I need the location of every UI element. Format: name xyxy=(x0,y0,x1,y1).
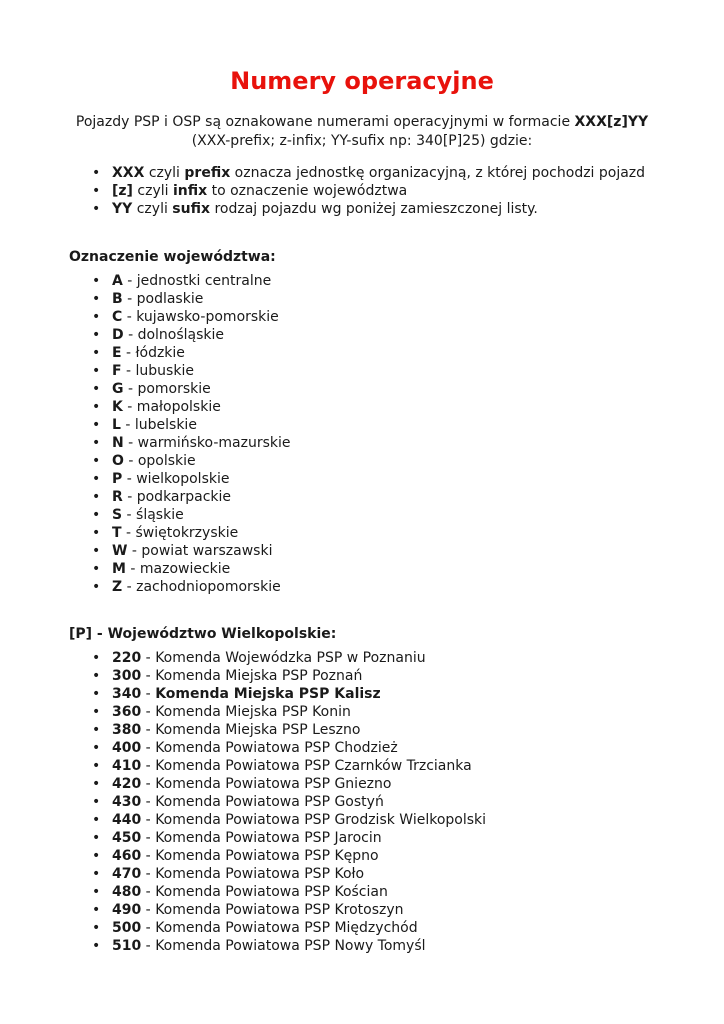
voivodeship-name: - zachodniopomorskie xyxy=(122,579,281,595)
unit-separator: - xyxy=(141,884,156,900)
bullet-icon: • xyxy=(92,489,101,505)
intro-paragraph xyxy=(40,113,684,151)
list-item xyxy=(92,937,486,955)
bullet-icon: • xyxy=(92,435,101,451)
voivodeship-name: - podkarpackie xyxy=(122,489,232,505)
list-item xyxy=(92,919,486,937)
voivodeship-name: - pomorskie xyxy=(123,381,211,397)
bullet-icon: • xyxy=(92,830,101,846)
bullet-icon: • xyxy=(92,201,101,217)
voivodeship-name: - lubelskie xyxy=(120,417,197,433)
unit-name: Komenda Powiatowa PSP Gniezno xyxy=(155,776,392,792)
bullet-icon: • xyxy=(92,345,101,361)
unit-separator: - xyxy=(141,794,156,810)
unit-separator: - xyxy=(141,812,156,828)
unit-code: 400 xyxy=(112,740,142,756)
list-item xyxy=(92,506,291,524)
unit-code: 460 xyxy=(112,848,142,864)
voivodeship-heading: Oznaczenie województwa: xyxy=(69,249,276,265)
list-item xyxy=(92,308,291,326)
unit-name: Komenda Powiatowa PSP Czarnków Trzcianka xyxy=(155,758,472,774)
unit-separator: - xyxy=(141,938,156,954)
unit-name: Komenda Miejska PSP Leszno xyxy=(155,722,361,738)
voivodeship-code: T xyxy=(112,525,122,541)
unit-name: Komenda Wojewódzka PSP w Poznaniu xyxy=(155,650,426,666)
list-item xyxy=(92,272,291,290)
list-item xyxy=(92,775,486,793)
list-item xyxy=(92,434,291,452)
bullet-icon: • xyxy=(92,722,101,738)
list-item xyxy=(92,667,486,685)
voivodeship-name: - dolnośląskie xyxy=(123,327,225,343)
bullet-icon: • xyxy=(92,165,101,181)
unit-name: Komenda Powiatowa PSP Grodzisk Wielkopolski xyxy=(155,812,487,828)
list-item xyxy=(92,883,486,901)
list-item xyxy=(92,326,291,344)
voivodeship-code: W xyxy=(112,543,128,559)
voivodeship-code: G xyxy=(112,381,124,397)
unit-name: Komenda Miejska PSP Konin xyxy=(155,704,351,720)
voivodeship-code: K xyxy=(112,399,123,415)
unit-name: Komenda Powiatowa PSP Krotoszyn xyxy=(155,902,404,918)
unit-code: 300 xyxy=(112,668,142,684)
bullet-icon: • xyxy=(92,668,101,684)
unit-code: 360 xyxy=(112,704,142,720)
list-item xyxy=(92,470,291,488)
bullet-icon: • xyxy=(92,309,101,325)
bullet-icon: • xyxy=(92,920,101,936)
bullet-icon: • xyxy=(92,291,101,307)
voivodeship-name: - małopolskie xyxy=(122,399,221,415)
unit-separator: - xyxy=(141,776,156,792)
bullet-icon: • xyxy=(92,399,101,415)
voivodeship-code: N xyxy=(112,435,124,451)
unit-code: 340 xyxy=(112,686,142,702)
voivodeship-name: - podlaskie xyxy=(122,291,204,307)
voivodeship-code: O xyxy=(112,453,124,469)
bullet-icon: • xyxy=(92,561,101,577)
list-item xyxy=(92,542,291,560)
voivodeship-code: E xyxy=(112,345,122,361)
unit-separator: - xyxy=(141,848,156,864)
unit-name: Komenda Powiatowa PSP Kępno xyxy=(155,848,379,864)
format-term: prefix xyxy=(184,165,231,181)
voivodeship-code: F xyxy=(112,363,122,379)
list-item xyxy=(92,380,291,398)
list-item xyxy=(92,290,291,308)
bullet-icon: • xyxy=(92,453,101,469)
list-item xyxy=(92,703,486,721)
page-title: Numery operacyjne xyxy=(230,67,494,95)
intro-line2: (XXX-prefix; z-infix; YY-sufix np: 340[P]25) gdzie: xyxy=(191,133,533,149)
unit-code: 440 xyxy=(112,812,142,828)
bullet-icon: • xyxy=(92,183,101,199)
bullet-icon: • xyxy=(92,776,101,792)
voivodeship-name: - łódzkie xyxy=(121,345,185,361)
unit-name: Komenda Miejska PSP Kalisz xyxy=(155,686,381,702)
unit-code: 450 xyxy=(112,830,142,846)
format-term: infix xyxy=(172,183,208,199)
list-item xyxy=(92,685,486,703)
bullet-icon: • xyxy=(92,866,101,882)
voivodeship-name: - świętokrzyskie xyxy=(121,525,239,541)
unit-separator: - xyxy=(141,866,156,882)
bullet-icon: • xyxy=(92,525,101,541)
format-mid: czyli xyxy=(132,201,173,217)
format-mid: czyli xyxy=(144,165,185,181)
bullet-icon: • xyxy=(92,740,101,756)
voivodeship-name: - warmińsko-mazurskie xyxy=(123,435,291,451)
bullet-icon: • xyxy=(92,363,101,379)
unit-code: 430 xyxy=(112,794,142,810)
format-code: XXX xyxy=(112,165,145,181)
bullet-icon: • xyxy=(92,650,101,666)
list-item xyxy=(92,901,486,919)
unit-separator: - xyxy=(141,686,156,702)
voivodeship-code: S xyxy=(112,507,123,523)
unit-name: Komenda Powiatowa PSP Kościan xyxy=(155,884,388,900)
format-code: YY xyxy=(112,201,133,217)
bullet-icon: • xyxy=(92,417,101,433)
format-desc: oznacza jednostkę organizacyjną, z której pochodzi pojazd xyxy=(230,165,646,181)
format-desc: to oznaczenie województwa xyxy=(207,183,408,199)
format-item xyxy=(92,182,645,200)
unit-separator: - xyxy=(141,704,156,720)
bullet-icon: • xyxy=(92,812,101,828)
format-term: sufix xyxy=(172,201,211,217)
bullet-icon: • xyxy=(92,471,101,487)
unit-separator: - xyxy=(141,920,156,936)
intro-format: XXX[z]YY xyxy=(574,114,649,130)
list-item xyxy=(92,452,291,470)
voivodeship-code: M xyxy=(112,561,126,577)
bullet-icon: • xyxy=(92,507,101,523)
list-item xyxy=(92,721,486,739)
unit-name: Komenda Powiatowa PSP Jarocin xyxy=(155,830,382,846)
unit-code: 410 xyxy=(112,758,142,774)
list-item xyxy=(92,560,291,578)
unit-code: 510 xyxy=(112,938,142,954)
list-item xyxy=(92,488,291,506)
bullet-icon: • xyxy=(92,579,101,595)
unit-separator: - xyxy=(141,722,156,738)
list-item xyxy=(92,344,291,362)
bullet-icon: • xyxy=(92,848,101,864)
voivodeship-name: - mazowieckie xyxy=(125,561,231,577)
list-item xyxy=(92,793,486,811)
voivodeship-name: - powiat warszawski xyxy=(127,543,273,559)
list-item xyxy=(92,649,486,667)
unit-list xyxy=(92,649,486,955)
format-mid: czyli xyxy=(132,183,173,199)
voivodeship-code: L xyxy=(112,417,121,433)
bullet-icon: • xyxy=(92,884,101,900)
format-item xyxy=(92,200,645,218)
voivodeship-code: Z xyxy=(112,579,123,595)
list-item xyxy=(92,739,486,757)
voivodeship-code: B xyxy=(112,291,123,307)
list-item xyxy=(92,578,291,596)
list-item xyxy=(92,524,291,542)
voivodeship-code: P xyxy=(112,471,123,487)
voivodeship-name: - śląskie xyxy=(122,507,184,523)
voivodeship-name: - kujawsko-pomorskie xyxy=(122,309,279,325)
unit-name: Komenda Powiatowa PSP Międzychód xyxy=(155,920,418,936)
list-item xyxy=(92,398,291,416)
format-list xyxy=(92,164,645,218)
unit-code: 470 xyxy=(112,866,142,882)
unit-code: 500 xyxy=(112,920,142,936)
bullet-icon: • xyxy=(92,273,101,289)
unit-code: 490 xyxy=(112,902,142,918)
voivodeship-code: R xyxy=(112,489,123,505)
format-desc: rodzaj pojazdu wg poniżej zamieszczonej listy. xyxy=(210,201,538,217)
unit-name: Komenda Miejska PSP Poznań xyxy=(155,668,363,684)
bullet-icon: • xyxy=(92,938,101,954)
list-item xyxy=(92,757,486,775)
list-item xyxy=(92,847,486,865)
unit-separator: - xyxy=(141,740,156,756)
unit-name: Komenda Powiatowa PSP Nowy Tomyśl xyxy=(155,938,426,954)
unit-separator: - xyxy=(141,650,156,666)
unit-name: Komenda Powiatowa PSP Chodzież xyxy=(155,740,398,756)
unit-separator: - xyxy=(141,758,156,774)
bullet-icon: • xyxy=(92,543,101,559)
bullet-icon: • xyxy=(92,758,101,774)
unit-code: 380 xyxy=(112,722,142,738)
list-item xyxy=(92,416,291,434)
format-code: [z] xyxy=(112,183,133,199)
bullet-icon: • xyxy=(92,327,101,343)
voivodeship-name: - opolskie xyxy=(123,453,196,469)
bullet-icon: • xyxy=(92,794,101,810)
list-item xyxy=(92,865,486,883)
voivodeship-code: A xyxy=(112,273,123,289)
unit-code: 220 xyxy=(112,650,142,666)
voivodeship-code: D xyxy=(112,327,124,343)
voivodeship-code: C xyxy=(112,309,123,325)
voivodeship-name: - jednostki centralne xyxy=(122,273,272,289)
voivodeship-name: - lubuskie xyxy=(121,363,194,379)
list-item xyxy=(92,362,291,380)
list-item xyxy=(92,829,486,847)
unit-name: Komenda Powiatowa PSP Gostyń xyxy=(155,794,384,810)
unit-separator: - xyxy=(141,830,156,846)
bullet-icon: • xyxy=(92,902,101,918)
bullet-icon: • xyxy=(92,686,101,702)
voivodeship-name: - wielkopolskie xyxy=(122,471,230,487)
unit-separator: - xyxy=(141,902,156,918)
unit-name: Komenda Powiatowa PSP Koło xyxy=(155,866,365,882)
format-item xyxy=(92,164,645,182)
voivodeship-list xyxy=(92,272,291,596)
wielkopolska-heading: [P] - Województwo Wielkopolskie: xyxy=(69,626,337,642)
bullet-icon: • xyxy=(92,704,101,720)
list-item xyxy=(92,811,486,829)
bullet-icon: • xyxy=(92,381,101,397)
unit-code: 480 xyxy=(112,884,142,900)
unit-code: 420 xyxy=(112,776,142,792)
unit-separator: - xyxy=(141,668,156,684)
intro-text: Pojazdy PSP i OSP są oznakowane numerami operacyjnymi w formacie xyxy=(75,114,575,130)
